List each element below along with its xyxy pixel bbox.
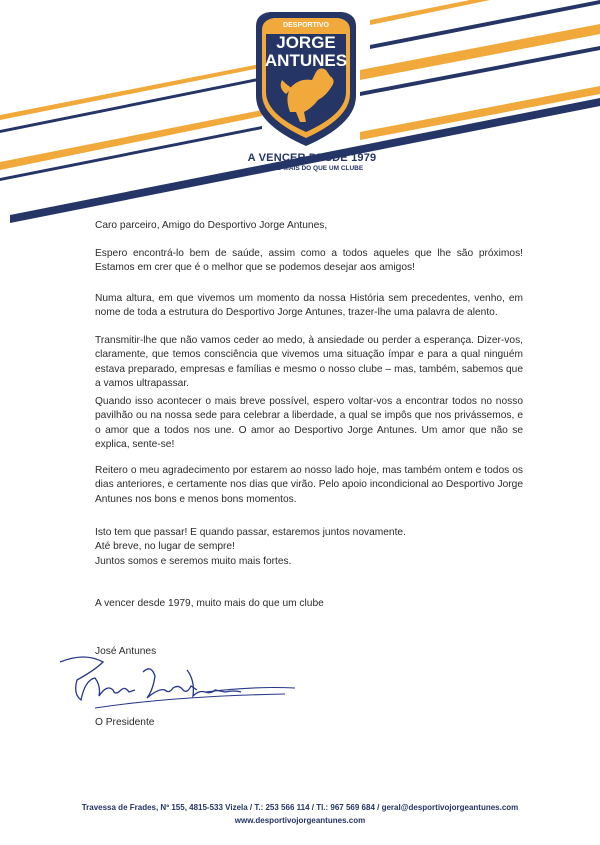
paragraph-text: Isto tem que passar! E quando passar, estaremos juntos novamente. (95, 527, 406, 538)
paragraph-text: Numa altura, em que vivemos um momento da nossa História sem precedentes, venho, em nome de toda a estrutura do Desportivo Jorge Antunes, trazer-lhe uma palavra de alento. (95, 293, 523, 319)
letter-paragraph-6 (95, 526, 523, 569)
paragraph-text: Até breve, no lugar de sempre! (95, 541, 235, 553)
paragraph-text: Juntos somos e seremos muito mais fortes. (95, 555, 292, 567)
paragraph-text: Espero encontrá-lo bem de saúde, assim como a todos aqueles que lhe são próximos! Estamos em crer que é o melhor que se podemos desejar aos amigos! (95, 248, 523, 274)
handwritten-signature (55, 650, 305, 720)
paragraph-text: Reitero o meu agradecimento por estarem ao nosso lado hoje, mas também ontem e todos os dias anteriores, e certamente nos dias que virão. Pelo apoio incondicional ao Desportivo Jorge Antunes nos bons e menos bons momentos. (95, 465, 523, 505)
logo-top-text: DESPORTIVO (283, 22, 329, 29)
footer-address: Travessa de Frades, Nº 155, 4815-533 Vizela / T.: 253 566 114 / Tl.: 967 569 684 / geral@desportivojorgeantunes.com (81, 803, 519, 812)
letter-paragraph-5 (95, 464, 523, 507)
signer-name: José Antunes (95, 646, 157, 657)
letter-paragraph-2 (95, 292, 523, 321)
letter-salutation: Caro parceiro, Amigo do Desportivo Jorge Antunes, (95, 220, 328, 231)
header-stripes (0, 0, 600, 240)
letter-paragraph-3 (95, 334, 523, 391)
letter-closing: A vencer desde 1979, muito mais do que um clube (95, 598, 324, 609)
footer-website[interactable]: www.desportivojorgeantunes.com (234, 816, 366, 825)
letter-paragraph-1 (95, 247, 523, 276)
club-tagline: A VENCER DESDE 1979 (247, 152, 377, 164)
letter-paragraph-4 (95, 395, 523, 452)
paragraph-text: Quando isso acontecer o mais breve possível, espero voltar-vos a encontrar todos no nosso pavilhão ou na nossa sede para celebrar a liberdade, a qual se impôs que nos privássemos, e o amor que a todos nos une. O amor ao Desportivo Jorge Antunes. Um amor que não se explica, sente-se! (95, 396, 523, 450)
logo-name-line1: JORGE (276, 33, 336, 52)
paragraph-text: Transmitir-lhe que não vamos ceder ao medo, à ansiedade ou perder a esperança. Dizer-vos, claramente, que temos consciência que vivemos uma situação ímpar e para a qual ninguém estava preparado, empresas e famílias e mesmo o nosso clube – mas, também, sabemos que a vamos ultrapassar. (95, 335, 523, 389)
club-subtagline: MUITO MAIS DO QUE UM CLUBE (260, 165, 364, 172)
signer-title: O Presidente (95, 717, 155, 728)
logo-name-line2: ANTUNES (264, 51, 348, 70)
